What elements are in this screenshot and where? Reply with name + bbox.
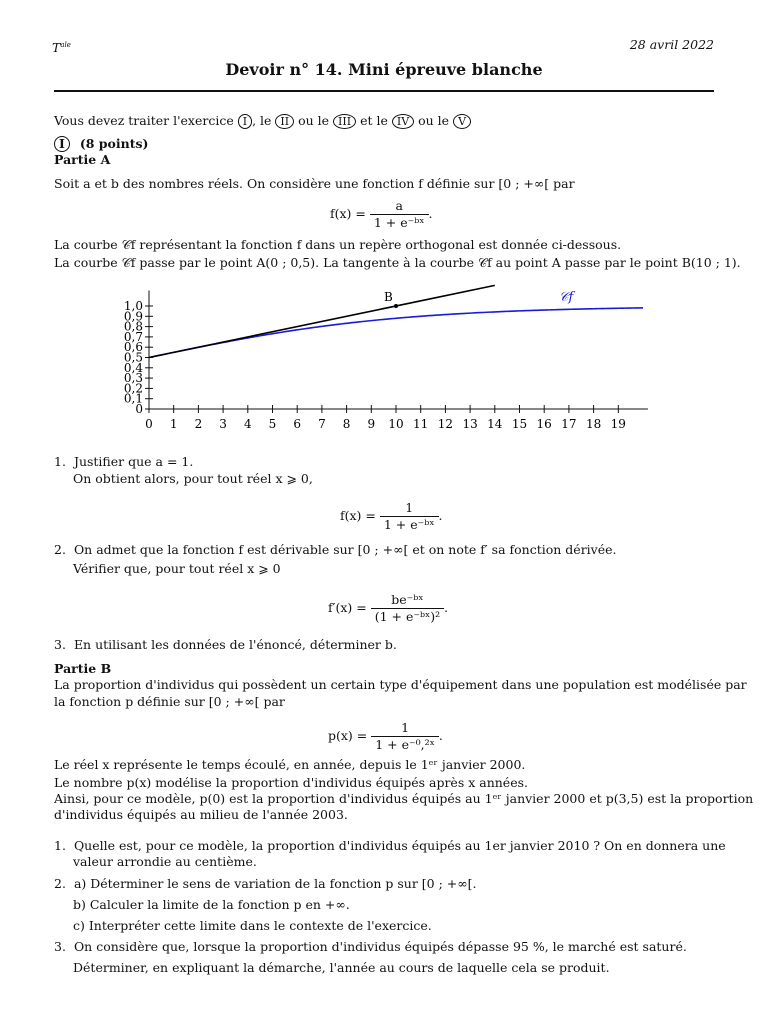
partA-line1: Soit a et b des nombres réels. On considère une fonction f définie sur [0 ; +∞[ par (54, 176, 575, 191)
x-tick-label: 0 (145, 417, 153, 431)
exercise-badge-2: II (275, 114, 294, 129)
x-tick-label: 10 (388, 417, 404, 431)
partB-q2: 2. a) Déterminer le sens de variation de la fonction p sur [0 ; +∞[. (54, 876, 477, 891)
x-tick-label: 18 (585, 417, 602, 431)
tangent-line (149, 285, 495, 357)
partA-q2: 2. On admet que la fonction f est dérivable sur [0 ; +∞[ et on note f′ sa fonction dérivée. (54, 542, 617, 557)
point-b (394, 304, 398, 308)
page-title: Devoir n° 14. Mini épreuve blanche (225, 60, 543, 79)
formula-p: p(x) = $\frac{1}{\text{1 + e⁻⁰,²ˣ}}$ . (328, 720, 443, 752)
point-b-label: B (384, 290, 393, 304)
x-tick-label: 8 (342, 417, 351, 431)
y-tick-label: 0,9 (123, 309, 143, 324)
x-tick-label: 9 (367, 417, 376, 431)
partB-line5: Ainsi, pour ce modèle, p(0) est la proportion d'individus équipés au 1ᵉʳ janvier 2000 et p(3,5) est la proportion (54, 791, 754, 806)
partA-q1b: On obtient alors, pour tout réel x ⩾ 0, (73, 471, 313, 486)
curve-cf-label: 𝒞f (559, 289, 574, 305)
x-tick-label: 13 (462, 417, 478, 431)
x-tick-label: 7 (318, 417, 326, 431)
exercise-badge-1: I (238, 114, 252, 129)
partB-line1: La proportion d'individus qui possèdent un certain type d'équipement dans une population est modélisée par (54, 677, 747, 692)
partB-q1b: valeur arrondie au centième. (73, 854, 257, 869)
exercise-badge-4: IV (392, 114, 414, 129)
intro-line: Vous devez traiter l'exercice I , le II ou le III et le IV ou le V (54, 113, 471, 129)
partB-line3: Le réel x représente le temps écoulé, en année, depuis le 1ᵉʳ janvier 2000. (54, 757, 526, 772)
formula-f: f(x) = $\frac{1}{\text{1 + e⁻ᵇˣ}}$ . (340, 500, 443, 532)
partA-title: Partie A (54, 152, 111, 167)
partB-title: Partie B (54, 661, 112, 676)
class-label: $T^{ale}$ (52, 40, 71, 56)
partA-line2: La courbe 𝒞f représentant la fonction f dans un repère orthogonal est donnée ci-dessous. (54, 237, 622, 252)
x-tick-label: 3 (219, 417, 227, 431)
partA-line3: La courbe 𝒞f passe par le point A(0 ; 0,5). La tangente à la courbe 𝒞f au point A passe par le point B(10 ; 1). (54, 255, 741, 270)
x-tick-label: 6 (293, 417, 302, 431)
exercise-badge-3: III (333, 114, 356, 129)
y-tick-label: 0,3 (123, 371, 143, 386)
y-tick-label: 0,5 (123, 350, 143, 365)
y-tick-label: 0,1 (123, 391, 143, 406)
x-tick-label: 19 (610, 417, 626, 431)
x-tick-label: 16 (536, 417, 552, 431)
partB-q2c: c) Interpréter cette limite dans le contexte de l'exercice. (73, 918, 432, 933)
date: 28 avril 2022 (629, 37, 714, 52)
y-tick-label: 0,8 (123, 319, 143, 334)
partB-line2: la fonction p définie sur [0 ; +∞[ par (54, 694, 285, 709)
x-tick-label: 14 (487, 417, 503, 431)
x-tick-label: 17 (561, 417, 577, 431)
partB-line4: Le nombre p(x) modélise la proportion d'individus équipés après x années. (54, 775, 528, 790)
x-tick-label: 12 (437, 417, 454, 431)
x-tick-label: 11 (413, 417, 429, 431)
partB-line6: d'individus équipés au milieu de l'année 2003. (54, 807, 348, 822)
partB-q3: 3. On considère que, lorsque la proportion d'individus équipés dépasse 95 %, le marché est saturé. (54, 939, 687, 954)
x-tick-label: 15 (511, 417, 528, 431)
exercise-number: I (54, 136, 70, 152)
exercise-badge-5: V (453, 114, 471, 129)
partA-q3: 3. En utilisant les données de l'énoncé, déterminer b. (54, 637, 397, 652)
formula-fprime: f′(x) = $\frac{\text{be⁻ᵇˣ}}{\text{(1 + e⁻ᵇˣ)²}}$ . (328, 592, 449, 624)
partA-q2b: Vérifier que, pour tout réel x ⩾ 0 (73, 561, 281, 576)
partA-q1: 1. Justifier que a = 1. (54, 454, 194, 469)
formula-f-general: f(x) = $\frac{a}{\text{1 + e⁻ᵇˣ}}$ . (330, 198, 433, 230)
x-tick-label: 4 (243, 417, 252, 431)
y-tick-label: 0 (135, 402, 143, 416)
y-tick-label: 0,2 (123, 381, 143, 396)
partB-q1: 1. Quelle est, pour ce modèle, la proportion d'individus équipés au 1er janvier 2010 ? On en donnera une (54, 838, 726, 853)
curve-cf (149, 308, 643, 358)
partB-q2b: b) Calculer la limite de la fonction p en +∞. (73, 897, 350, 912)
x-tick-label: 2 (194, 417, 203, 431)
exercise-header: I (8 points) (54, 136, 148, 152)
partB-q3b: Déterminer, en expliquant la démarche, l'année au cours de laquelle cela se produit. (73, 960, 610, 975)
title-rule (54, 90, 714, 92)
function-graph (100, 282, 660, 440)
x-tick-label: 5 (268, 417, 277, 431)
y-tick-label: 0,6 (123, 340, 143, 355)
y-tick-label: 1,0 (123, 299, 143, 313)
y-tick-label: 0,7 (123, 329, 143, 344)
y-tick-label: 0,4 (123, 360, 143, 375)
x-tick-label: 1 (169, 417, 178, 431)
